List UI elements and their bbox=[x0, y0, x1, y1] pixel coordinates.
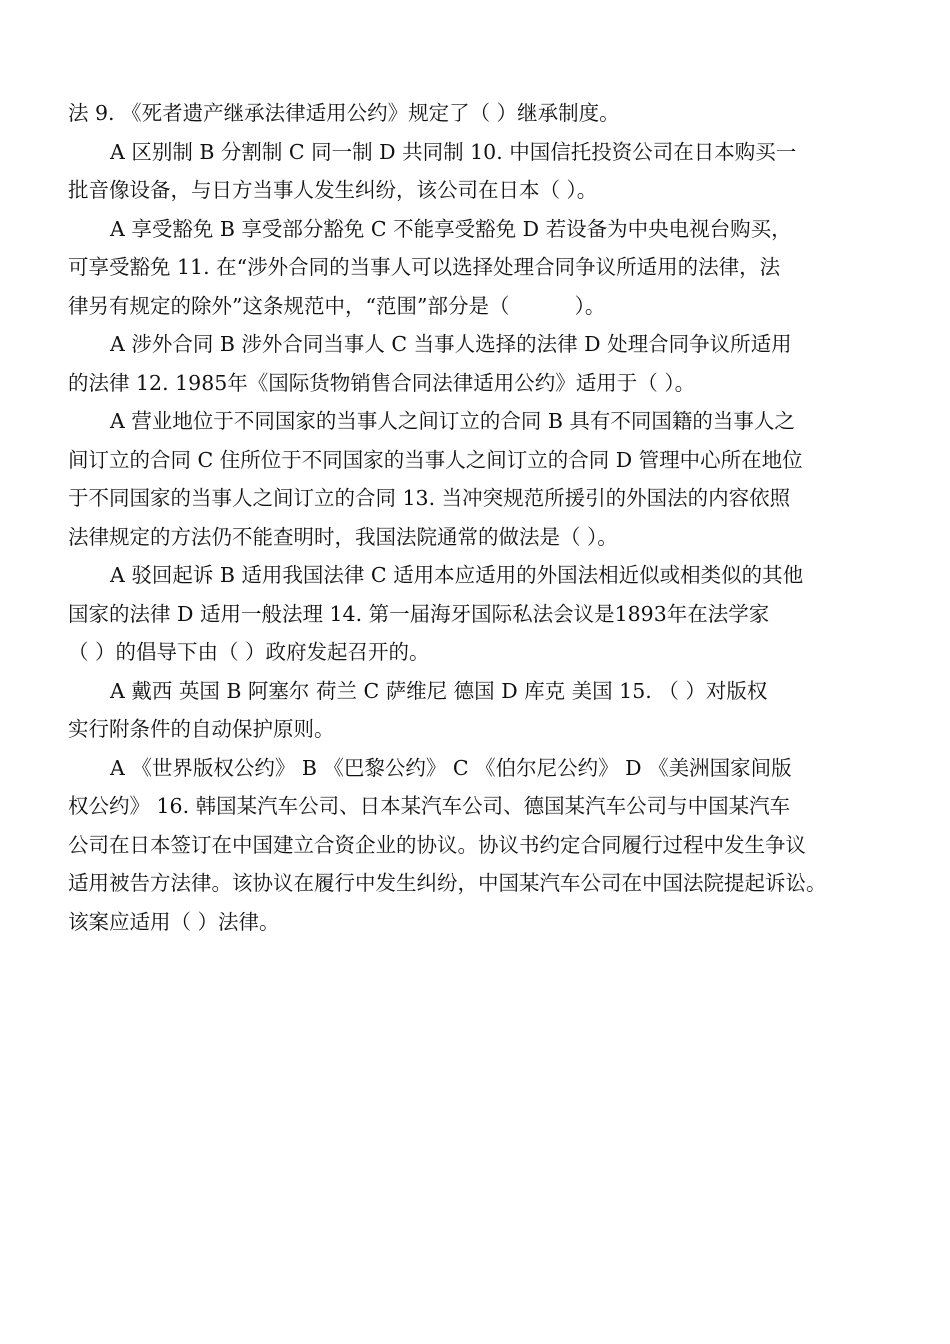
paragraph-continuation bbox=[68, 248, 888, 325]
text-line: （ ）的倡导下由（ ）政府发起召开的。 bbox=[68, 640, 430, 664]
paragraph bbox=[68, 210, 888, 249]
text-line: 批音像设备，与日方当事人发生纠纷，该公司在日本（ ）。 bbox=[68, 178, 598, 202]
text-line: 于不同国家的当事人之间订立的合同 13. 当冲突规范所援引的外国法的内容依照 bbox=[68, 486, 791, 510]
paragraph bbox=[68, 94, 888, 133]
paragraph bbox=[68, 672, 888, 711]
text-line: A 享受豁免 B 享受部分豁免 C 不能享受豁免 D 若设备为中央电视台购买， bbox=[110, 216, 792, 241]
paragraph bbox=[68, 325, 888, 364]
text-line: 公司在日本签订在中国建立合资企业的协议。协议书约定合同履行过程中发生争议 bbox=[68, 832, 806, 857]
text-line: 法 9. 《死者遗产继承法律适用公约》规定了（ ）继承制度。 bbox=[68, 101, 620, 125]
paragraph bbox=[68, 556, 888, 595]
paragraph-continuation bbox=[68, 710, 888, 749]
text-line: A 《世界版权公约》 B 《巴黎公约》 C 《伯尔尼公约》 D 《美洲国家间版 bbox=[110, 755, 792, 780]
paragraph bbox=[68, 749, 888, 788]
paragraph-continuation bbox=[68, 364, 888, 403]
text-line: 间订立的合同 C 住所位于不同国家的当事人之间订立的合同 D 管理中心所在地位 bbox=[68, 447, 803, 472]
paragraph-continuation bbox=[68, 171, 888, 210]
text-line: 适用被告方法律。该协议在履行中发生纠纷，中国某汽车公司在中国法院提起诉讼。 bbox=[68, 871, 827, 895]
text-line: A 区别制 B 分割制 C 同一制 D 共同制 10. 中国信托投资公司在日本购买一 bbox=[110, 139, 797, 164]
text-line: 国家的法律 D 适用一般法理 14. 第一届海牙国际私法会议是1893年在法学家 bbox=[68, 601, 770, 626]
text-line: A 涉外合同 B 涉外合同当事人 C 当事人选择的法律 D 处理合同争议所适用 bbox=[110, 332, 792, 356]
text-line: A 驳回起诉 B 适用我国法律 C 适用本应适用的外国法相近似或相类似的其他 bbox=[110, 563, 804, 587]
paragraph bbox=[68, 402, 888, 441]
text-line: 权公约》 16. 韩国某汽车公司、日本某汽车公司、德国某汽车公司与中国某汽车 bbox=[68, 794, 791, 818]
text-line: A 戴西 英国 B 阿塞尔 荷兰 C 萨维尼 德国 D 库克 美国 15. （ ）对版权 bbox=[110, 678, 768, 703]
text-line: 的法律 12. 1985年《国际货物销售合同法律适用公约》适用于（ ）。 bbox=[68, 370, 696, 395]
paragraph-continuation bbox=[68, 595, 888, 672]
text-line: 可享受豁免 11. 在“涉外合同的当事人可以选择处理合同争议所适用的法律，法 bbox=[68, 255, 781, 279]
document-page bbox=[68, 94, 888, 941]
paragraph-continuation bbox=[68, 787, 888, 941]
text-line: 律另有规定的除外”这条规范中，“范围”部分是（ ）。 bbox=[68, 293, 606, 318]
text-line: 法律规定的方法仍不能查明时，我国法院通常的做法是（ ）。 bbox=[68, 524, 618, 549]
text-line: A 营业地位于不同国家的当事人之间订立的合同 B 具有不同国籍的当事人之 bbox=[110, 409, 795, 433]
text-line: 实行附条件的自动保护原则。 bbox=[68, 717, 335, 741]
text-line: 该案应适用（ ）法律。 bbox=[68, 909, 280, 934]
paragraph-continuation bbox=[68, 441, 888, 557]
paragraph bbox=[68, 133, 888, 172]
